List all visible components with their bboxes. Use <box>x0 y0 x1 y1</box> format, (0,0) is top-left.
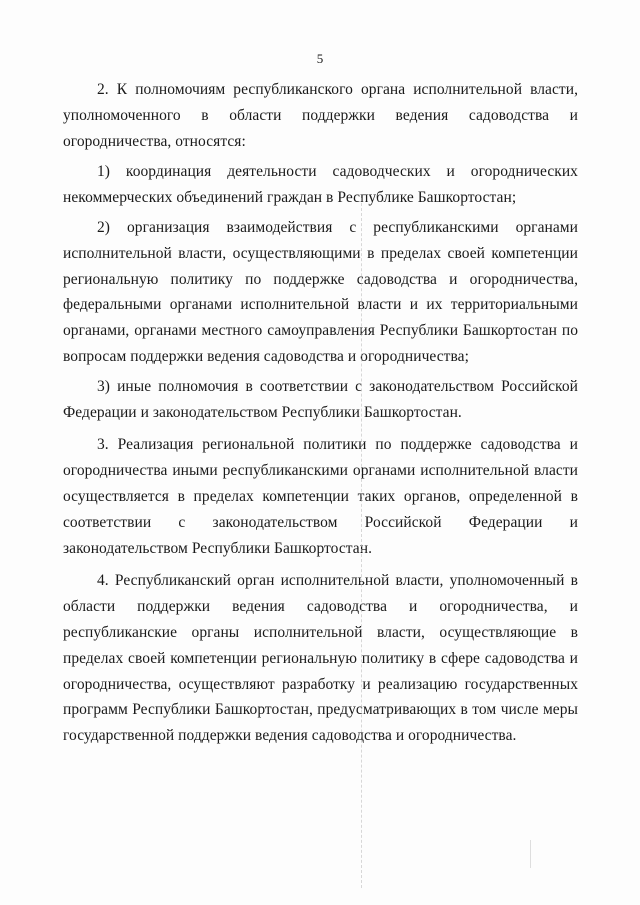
scan-fold-line <box>361 198 362 888</box>
paragraph-subitem-1: 1) координация деятельности садоводческих и огороднических некоммерческих объединений граждан в Республике Башкортостан; <box>63 163 578 207</box>
paragraph-item-2: 2. К полномочиям республиканского органа исполнительной власти, уполномоченного в области поддержки ведения садоводства и огородничества, относятся: <box>63 81 578 150</box>
page-number: 5 <box>316 51 324 66</box>
paragraph-item-3: 3. Реализация региональной политики по поддержке садоводства и огородничества иными республиканскими органами исполнительной власти осуществляется в пределах компетенции таких органов, определенной в соответствии с законодательством Российской Федерации и законодательством Республики Башкортостан. <box>63 436 578 557</box>
scan-mark <box>530 840 531 868</box>
paragraph-item-4: 4. Республиканский орган исполнительной власти, уполномоченный в области поддержки ведения садоводства и огородничества, и республиканские органы исполнительной власти, осуществляющие в пределах своей компетенции региональную политику в сфере садоводства и огородничества, осуществляют разработку и реализацию государственных программ Республики Башкортостан, предусматривающих в том числе меры государственной поддержки ведения садоводства и огородничества. <box>63 572 578 745</box>
document-body <box>63 77 578 749</box>
paragraph-subitem-3: 3) иные полномочия в соответствии с законодательством Российской Федерации и законодательством Республики Башкортостан. <box>63 377 578 421</box>
paragraph-subitem-2: 2) организация взаимодействия с республиканскими органами исполнительной власти, осуществляющими в пределах своей компетенции региональную политику по поддержке садоводства и огородничества, федеральными органами исполнительной власти и их территориальными органами, органами местного самоуправления Республики Башкортостан по вопросам поддержки ведения садоводства и огородничества; <box>63 218 578 365</box>
